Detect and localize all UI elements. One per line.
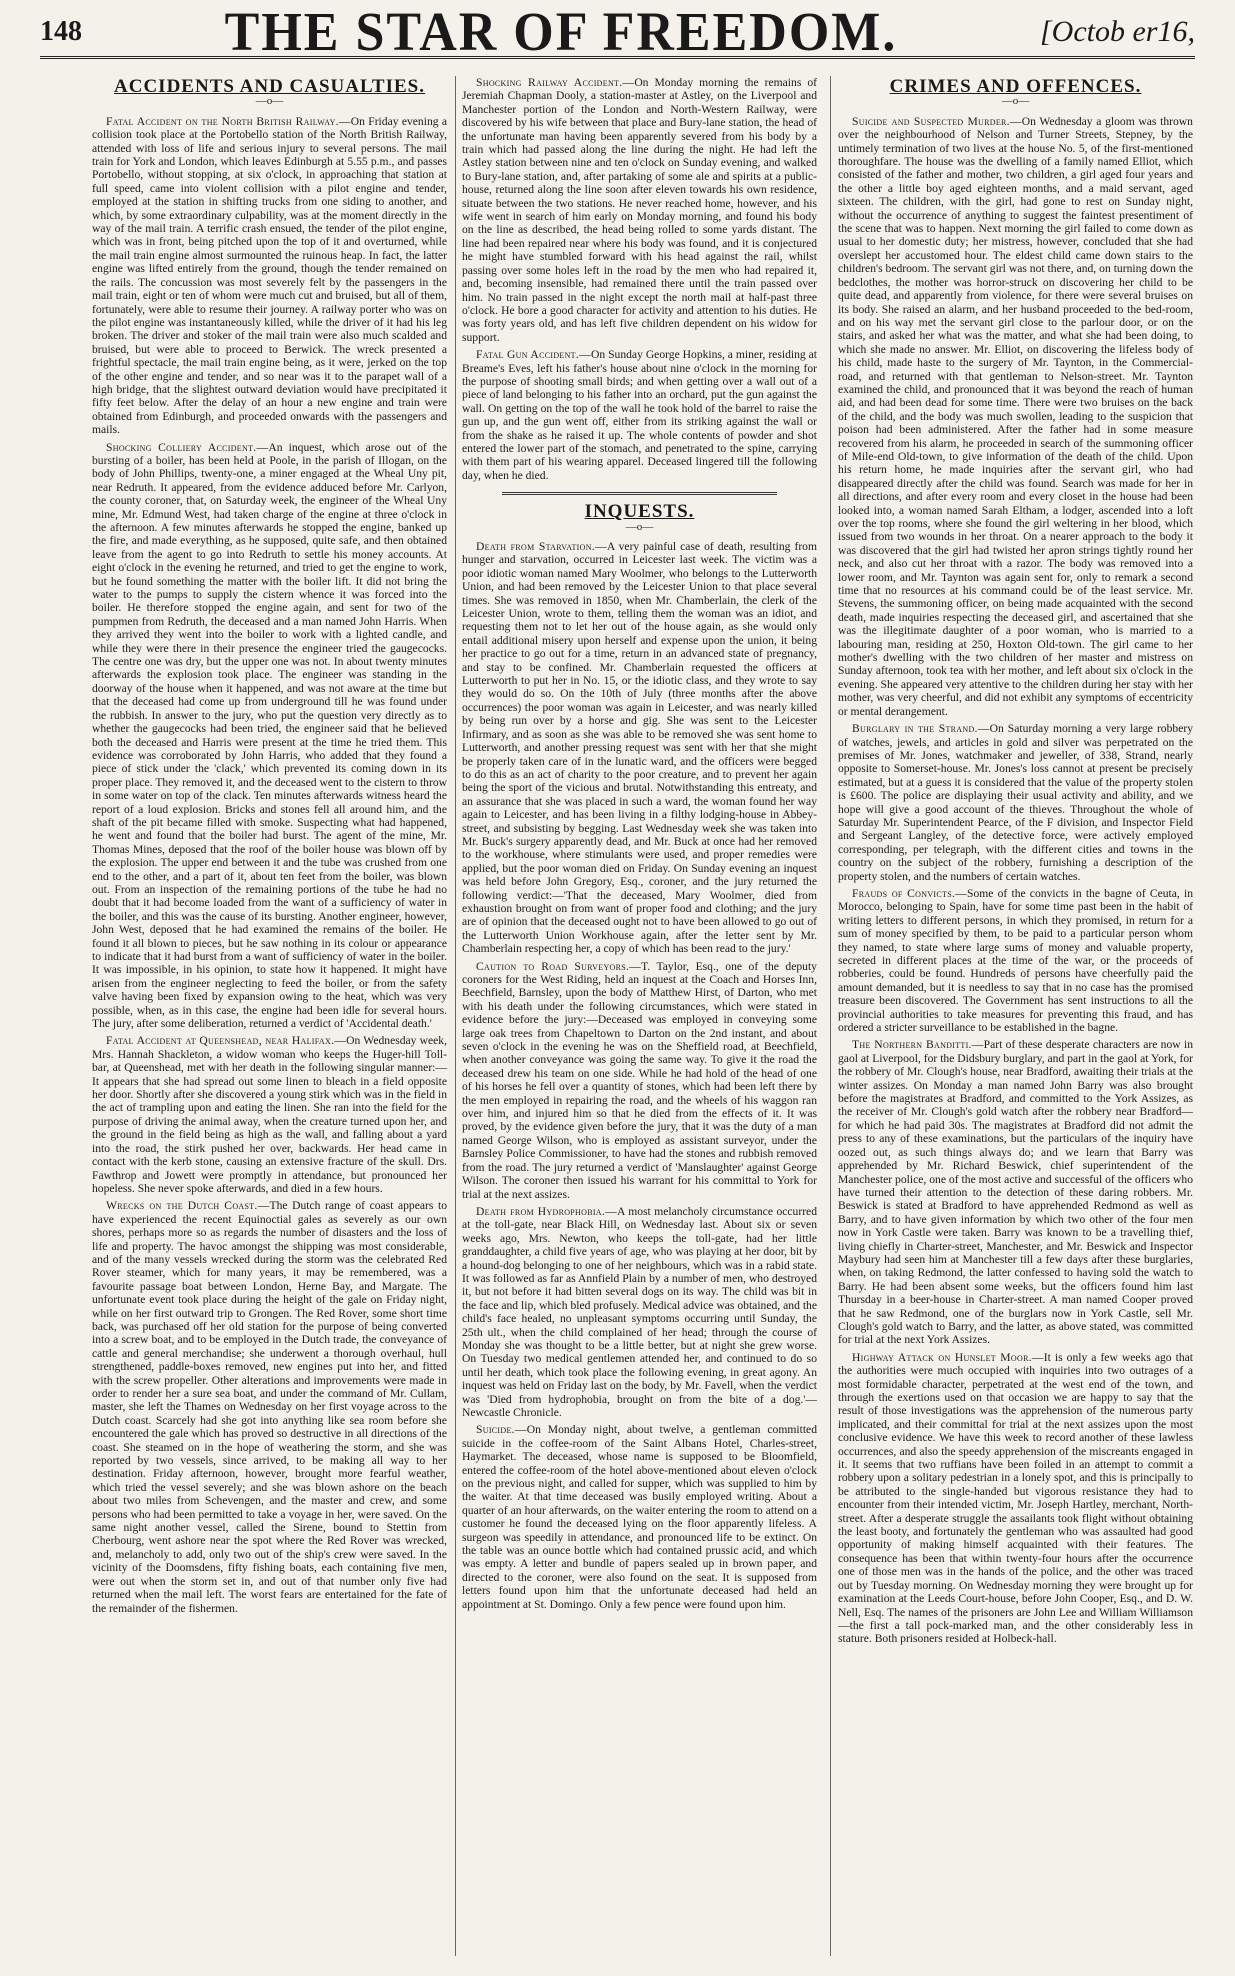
article-body: Some of the convicts in the bagne of Ceuta, in Morocco, belonging to Spain, have for some time past been in the habit of writing letters to different persons, in which they promised, in return for a sum of money specified by them, to be paid to a particular person whom they named, to state where large sums of money and valuable property, secreted in different places at the time of the war, or the proceeds of robberies, could be found. Hundreds of persons have cheerfully paid the amount demanded, but it is needless to say that in no case has the promised treasure been discovered. The Government has sent instructions to all the provincial authorities to take measures for preventing this fraud, and has ordered a stricter surveillance to be established in the bagne.	[838, 886, 1193, 1035]
article-headline: The Northern Banditti.—	[852, 1038, 984, 1052]
article-headline: Fatal Accident at Queenshead, near Halifax.—	[106, 1034, 347, 1048]
column-crimes	[838, 76, 1193, 1956]
article-list	[462, 76, 817, 482]
article-headline: Suicide.—	[476, 1423, 527, 1437]
article-headline: Death from Hydrophobia.—	[476, 1204, 617, 1218]
article-body: T. Taylor, Esq., one of the deputy coroners for the West Riding, held an inquest at the Coach and Horses Inn, Beechfield, Barnsley, upon the body of Matthew Hirst, of Darton, who met with his death under the following circumstances, which were stated in evidence before the jury:—Deceased was employed in conveying some large oak trees from Chapeltown to Darton on the 2nd instant, and about seven o'clock in the evening he was on the Sheffield road, at Beechfield, when another conveyance was going the same way. To give it the road the deceased drew his team on one side. While he had hold of the head of one of his horses he fell over a quantity of stones, which had been left there by the men employed in repairing the road, and the wheels of his waggon ran over him, and injured him so that he died from the effects of it. It was proved, by the evidence given before the jury, that it was the duty of a man named George Wilson, who is employed as assistant surveyor, under the Barnsley Police Commissioner, to have had the stones and rubbish removed from the road. The jury returned a verdict of 'Manslaughter' against George Wilson. The coroner then issued his warrant for his committal to York for trial at the next assizes.	[462, 959, 817, 1201]
column-accidents	[92, 76, 447, 1956]
article-list	[92, 115, 447, 1615]
newspaper-title: THE STAR OF FREEDOM.	[224, 2, 898, 62]
article-body: It is only a few weeks ago that the authorities were much occupied with inquiries into two outrages of a most formidable character, perpetrated at the west end of the town, and through the exertions used on that occasion we are happy to say that the result of those investigations was the apprehension of the numerous party implicated, and their committal for trial at the next assizes upon the most conclusive evidence. We have this week to record another of these lawless occurrences, and also the speedy apprehension of the miscreants engaged in it. It seems that two ruffians have been foiled in an attempt to commit a robbery upon a solitary pedestrian in a lonely spot, and this is principally to be attributed to the single-handed but vigorous resistance they had to encounter from their intended victim, Mr. Joseph Hartley, merchant, North-street. After a desperate struggle the assailants took flight without obtaining the least booty, and fortunately the gentleman who was assaulted had good opportunity of making himself acquainted with their features. The consequence has been that within twenty-four hours after the occurrence one of those men was in the hands of the police, and the other was traced out by Tuesday morning. On Wednesday morning they were brought up for examination at the Leeds Court-house, before John Cooper, Esq., and D. W. Nell, Esq. The names of the prisoners are John Lee and William Williamson—the first a tall pock-marked man, and the other considerably less in stature. Both prisoners resided at Holbeck-hall.	[838, 1350, 1193, 1646]
article-headline: Burglary in the Strand.—	[852, 722, 990, 736]
article	[92, 1034, 447, 1195]
article	[462, 1423, 817, 1611]
article-list	[838, 115, 1193, 1646]
page-number: 148	[40, 16, 82, 47]
section-heading-accidents: ACCIDENTS AND CASUALTIES.	[114, 76, 425, 97]
article-headline: Suicide and Suspected Murder.—	[852, 114, 1022, 128]
column-rule	[455, 76, 456, 1956]
article-list	[462, 540, 817, 1611]
section-divider: —o—	[1001, 95, 1030, 108]
article-headline: Frauds of Convicts.—	[852, 886, 968, 900]
article-body: On Sunday George Hopkins, a miner, residing at Breame's Eves, left his father's house about nine o'clock in the morning for the purpose of shooting small birds; and when getting over a wall out of a piece of land belonging to his father into an orchard, put the gun against the wall. On getting on the top of the wall he took hold of the barrel to raise the gun up, and the gun went off, either from its striking against the wall or from the shake as he raised it up. The whole contents of powder and shot entered the lower part of the stomach, and penetrated to the spine, carrying with them part of his wearing apparel. Deceased lingered till the following day, when he died.	[462, 348, 817, 482]
article-body: A most melancholy circumstance occurred at the toll-gate, near Black Hill, on Wednesday last. About six or seven weeks ago, Mrs. Newton, who keeps the toll-gate, had her little granddaughter, a child five years of age, who was playing at her door, bit by a hound-dog belonging to one of her neighbours, which was in a rabid state. It was followed as far as Annfield Plain by a number of men, who destroyed it, but not before it had bitten several dogs on its way. The child was bit in the face and lip, which bled profusely. Medical advice was obtained, and the child's face healed, no unpleasant symptoms occurring until Sunday, the 25th ult., when the child complained of her head; through the course of Monday she was thought to be a little better, but at night she grew worse. On Tuesday two medical gentlemen attended her, and continued to do so until her death, which took place the following evening, in great agony. An inquest was held on Friday last on the body, by Mr. Favell, when the verdict was 'Died from hydrophobia, brought on from the bite of a dog.'—Newcastle Chronicle.	[462, 1204, 817, 1419]
article-body: On Monday night, about twelve, a gentleman committed suicide in the coffee-room of the Saint Albans Hotel, Charles-street, Haymarket. The deceased, whose name is supposed to be Bloomfield, entered the coffee-room of the hotel above-mentioned about eleven o'clock on the previous night, and called for supper, which was supplied to him by the waiter. At that time deceased was busily employed writing. About a quarter of an hour afterwards, on the waiter entering the room to attend on a customer he found the deceased lying on the floor apparently lifeless. A surgeon was speedily in attendance, and pronounced life to be extinct. On the table was an ounce bottle which had contained prussic acid, and which was empty. A letter and bundle of papers sealed up in brown paper, and directed to the coroner, were also found on the seat. It is supposed from letters found upon him that the unfortunate deceased had held an appointment at St. Domingo. Only a few pence were found upon him.	[462, 1423, 817, 1611]
article-body: Part of these desperate characters are now in gaol at Liverpool, for the Didsbury burglary, and part in the gaol at York, for the robbery of Mr. Clough's house, near Bradford, awaiting their trials at the winter assizes. On Monday a man named John Barry was also brought before the magistrates at Bradford, and committed to the York Assizes, as the receiver of Mr. Clough's gold watch after the robbery near Bradford—for which he had paid 30s. The magistrates at Bradford did not admit the press to any of these examinations, but the particulars of the inquiry have oozed out, as such things always do; and we learn that Barry was apprehended by Mr. Richard Beswick, chief superintendent of the Manchester police, one of the most active and successful of the officers who have turned their attention to the detection of these daring robbers. Mr. Beswick is stated at Bradford to have apprehended Redmond as well as Barry, and to have given information by which two other of the four men now in York Castle were taken. Barry was known to be a travelling thief, living chiefly in Charter-street, Manchester, and Mr. Beswick and Inspector Maybury had seen him at Manchester till a few days after these burglaries, when, on taking Redmond, the latter confessed to having sold the watch to Barry. He had been absent some weeks, but the officers found him last Thursday in a beer-house in Charter-street. A man named Cooper proved that he saw Redmond, one of the burglars now in York Castle, sell Mr. Clough's gold watch to Barry, and the latter, as above stated, was committed for trial at the next York Assizes.	[838, 1038, 1193, 1347]
column-rule	[830, 76, 831, 1956]
article-body: On Saturday morning a very large robbery of watches, jewels, and articles in gold and silver was perpetrated on the premises of Mr. Jones, watchmaker and jeweller, of 338, Strand, nearly opposite to Somerset-house. Mr. Jones's loss cannot at present be precisely estimated, but at a guess it is considered that the value of the property stolen is £600. The police are displaying their usual activity and ability, and we hope will give a good account of the thieves. Throughout the whole of Saturday Mr. Superintendent Pearce, of the F division, and Inspector Field and Sergeant Langley, of the detective force, were actively employed corresponding, per telegraph, with the different cities and towns in the country on the subject of the robbery, furnishing a description of the property stolen, and the numbers of certain watches.	[838, 722, 1193, 883]
article-headline: Shocking Colliery Accident.—	[106, 440, 269, 454]
article	[462, 76, 817, 344]
article-headline: Fatal Gun Accident.—	[476, 348, 591, 362]
article	[462, 348, 817, 482]
section-heading-crimes: CRIMES AND OFFENCES.	[889, 76, 1142, 97]
issue-date: [Octob er16,	[1040, 15, 1195, 48]
article	[462, 960, 817, 1201]
article-body: An inquest, which arose out of the bursting of a boiler, has been held at Poole, in the parish of Illogan, on the body of John Phillips, twenty-one, a miner engaged at the Wheal Uny pit, near Redruth. It appeared, from the evidence adduced before Mr. Carlyon, the county coroner, that, on Saturday week, the engineer of the Wheal Uny mine, Mr. Edmund West, had taken charge of the engine at three o'clock in the afternoon. A few minutes afterwards he stopped the engine, banked up the fire, and made everything, as he supposed, quite safe, and then obtained leave from the agent to go into Redruth to settle his money accounts. At eight o'clock in the evening he returned, and tried to get the engine to work, but he found something the matter with the boiler lift. It did not bring the water to the pumps to supply the cistern whence it was forced into the boiler. He therefore stopped the engine again, and sent for two of the pumpmen from Redruth, the deceased and a man named John Harris. When they arrived they went into the boiler to work with a lighted candle, and while they were there in their presence the engineer tried the gaugecocks. The centre one was dry, but the upper one was not. In about twenty minutes afterwards the explosion took place. The engineer was standing in the doorway of the house when it happened, and was not aware at the time but that the deceased had come up from underground till he was found under the rubbish. In answer to the jury, who put the question very directly as to whether the gaugecocks had been tried, the engineer said that he believed both the deceased and Harris were present at the time he tried them. This evidence was corroborated by John Harris, who added that they found a piece of stick under the 'clack,' which prevented its coming down in its proper place. They removed it, and the deceased went to the cistern to throw in some water on top of the clack. Ten minutes afterwards witness heard the report of a loud explosion. Bricks and stones fell all around him, and the shaft of the pit became filled with smoke. Suspecting what had happened, he went and found that the boiler had burst. The agent of the mine, Mr. Thomas Mines, deposed that the roof of the boiler house was blown off by the explosion. The upper end between it and the tube was crushed from one end to the other, and a part of it, about ten feet from the boiler, was blown out. From an inspection of the remaining portions of the tube he had no doubt that it had become loaded from the want of a sufficiency of water in the boiler, and this was the cause of its bursting. Another engineer, however, John West, deposed that he had examined the remains of the boiler. He found it all blown to pieces, but he saw nothing in its colour or appearance to indicate that it had burst from a want of sufficiency of water in the boiler. It was impossible, in his opinion, to state how it happened. It might have arisen from the engineer neglecting to feed the boiler, or from the safety valve having been fixed by expansion owing to the heat, which was very possible, when, as in this case, the engine had been idle for several hours. The jury, after some deliberation, returned a verdict of 'Accidental death.'	[92, 440, 447, 1031]
article-body: On Monday morning the remains of Jeremiah Chapman Dooly, a station-master at Astley, on the Liverpool and Manchester portion of the London and North-Western Railway, were discovered by his wife between that place and Bury-lane station, the head of the unfortunate man having been apparently severed from his body by a train which had passed along the line during the night. He had left the Astley station between nine and ten o'clock on Sunday evening, and walked to Bury-lane station, and, after partaking of some ale and spirits at a public-house, returned along the line soon after eleven towards his own residence, situate between the two stations. He never reached home, however, and his wife went in search of him early on Monday morning, and found his body on the line as described, the head being rolled to some yards distant. The line had been repaired near where his body was found, and it is conjectured he might have stumbled forward with his head against the rail, whilst passing over some holes left in the road by the men who had repaired it, and, becoming insensible, had remained there until the train passed over him. No train passed in the night except the north mail at half-past three o'clock. He bore a good character for activity and attention to his duties. He was forty years old, and has left five children dependent on his widow for support.	[462, 76, 817, 344]
article	[92, 441, 447, 1031]
article	[92, 1199, 447, 1615]
article-body: On Friday evening a collision took place at the Portobello station of the North British Railway, attended with loss of life and serious injury to several persons. The mail train for York and London, which leaves Edinburgh at 5.55 p.m., and passes Portobello, without stopping, at six o'clock, in approaching that station at full speed, came into violent collision with a pilot engine and tender, employed at the station in shifting trucks from one siding to another, and which, by some extraordinary culpability, was at the moment directly in the way of the mail train. A terrific crash ensued, the tender of the pilot engine, which was in front, being pitched upon the top of it and overturned, while the mail train engine almost surmounted the ruinous heap. In fact, the latter engine was lifted entirely from the ground, though the tender remained on the rails. The concussion was most severely felt by the passengers in the mail train, eight or ten of whom were much cut and bruised, but all of them, fortunately, were able to resume their journey. A railway porter who was on the pilot engine was instantaneously killed, while the driver of it had his leg broken. The driver and stoker of the mail train were also much scalded and bruised, but were able to proceed to Berwick. The wreck presented a frightful spectacle, the mail train engine being, as it were, jerked on the top of the other engine and tender, and so near was it to the parapet wall of a high bridge, that the slightest outward deviation would have precipitated it fifty feet below. After the delay of an hour a new engine and train were obtained from Edinburgh, and proceeded onwards with the passengers and mails.	[92, 114, 447, 437]
article-headline: Fatal Accident on the North British Railway.—	[106, 114, 351, 128]
article-headline: Highway Attack on Hunslet Moor.—	[852, 1350, 1044, 1364]
article	[838, 1038, 1193, 1346]
article	[462, 540, 817, 956]
article-body: The Dutch range of coast appears to have experienced the recent Equinoctial gales as severely as our own shores, perhaps more so as regards the number of disasters and the loss of life and property. The havoc amongst the shipping was most considerable, and of the many vessels wrecked during the storm was the celebrated Red Rover steamer, which for many years, it may be remembered, was a favourite passage boat between London, Herne Bay, and Margate. The unfortunate event took place during the height of the gale on Friday night, while on her first outward trip to Grongen. The Red Rover, some short time back, was purchased off her old station for the purpose of being converted into a screw boat, and to be employed in the Dutch trade, the conveyance of cattle and general merchandise; she underwent a thorough overhaul, hull strengthened, paddle-boxes removed, new engines put into her, and fitted with the screw propeller. Other alterations and improvements were made in order to render her a sure sea boat, and under the command of Mr. Cullam, master, she left the Thames on Wednesday on her first voyage across to the Dutch coast. Scarcely had she got into anything like sea room before she encountered the gale which has proved so destructive in all directions of the coast. She steamed on in the hope of weathering the storm, and she was reported by two vessels, since arrived, to be making all way to her destination. Friday afternoon, however, brought more fearful weather, which tried the vessel severely; and she was blown ashore on the beach about two miles from Schevengen, and the master and crew, and some persons who had been permitted to take a voyage in her, were saved. On the same night another vessel, called the Sirene, bound to Stettin from Cherbourg, went ashore near the spot where the Red Rover was wrecked, and, melancholy to add, only two out of the ship's crew were saved. In the vicinity of the Doomsdens, fifty fishing boats, each containing five men, were out when the storm set in, and out of that number only five had returned when the mail left. The worst fears are entertained for the fate of the remainder of the fishermen.	[92, 1199, 447, 1615]
article-headline: Shocking Railway Accident.—	[476, 76, 635, 89]
article	[838, 1351, 1193, 1646]
article-headline: Wrecks on the Dutch Coast.—	[106, 1199, 270, 1213]
article-body: On Wednesday week, Mrs. Hannah Shackleton, a widow woman who keeps the Huger-hill Toll-bar, at Queenshead, met with her death in the following singular manner:—It appears that she had spread out some linen to bleach in a field opposite her door. Shortly after she discovered a young stirk which was in the field in the act of trampling upon and eating the linen. She ran into the field for the purpose of driving the animal away, when the creature turned upon her, and the ground in the field being as high as the wall, and falling about a yard into the road, the stirk pushed her over, backwards. Her head came in contact with the kerb stone, causing an extensive fracture of the skull. Drs. Fawthrop and Jowett were promptly in attendance, but pronounced her hopeless. She never spoke afterwards, and died in a few hours.	[92, 1034, 447, 1195]
article	[92, 115, 447, 437]
article	[838, 115, 1193, 718]
section-divider: —o—	[625, 520, 654, 533]
article-body: On Wednesday a gloom was thrown over the neighbourhood of Nelson and Turner Streets, Stepney, by the untimely termination of two lives at the house No. 5, of the first-mentioned thoroughfare. The house was the dwelling of a family named Elliot, which consisted of the father and mother, two children, a girl aged four years and the other a little boy aged eighteen months, and a maid servant, aged sixteen. The children, with the girl, had gone to rest on Sunday night, without the occurrence of anything to suggest the faintest presentiment of the scene that was to happen. Next morning the girl failed to come down as usual to her domestic duty; her mistress, however, concluded that she had overslept her accustomed hour. The eldest child came down stairs to the children's bedroom. The servant girl was not there, and, on turning down the bedclothes, the mother was horror-struck on discovering her child to be quite dead, and apparently from violence, for there were several bruises on its body. She raised an alarm, and her husband proceeded to the bed-room, and on his way met the servant girl close to the parlour door, or on the stairs, and asked her what was the matter, and what she had been doing, to which she made no answer. Mr. Elliot, on discovering the lifeless body of his child, made haste to the surgery of Mr. Taynton, in the Commercial-road, and returned with that gentleman to Nelson-street. Mr. Taynton examined the child, and pronounced that it was beyond the reach of human aid, and had been dead for some time. There were two bruises on the back of the child, and the body was much swollen, leading to the suspicion that poison had been administered. After the father had in some measure recovered from his alarm, he proceeded in search of the summoning officer of Mile-end Old-town, to give information of the death of the child. Upon his return home, he made inquiries after the servant girl, who had disappeared directly after the child was found. Search was made for her in all directions, and after every room and every closet in the house had been looked into, a woman named Sarah Eltham, a lodger, ascended into a loft over the top rooms, where she found the girl weltering in her blood, which issued from two wounds in her throat. On a nearer approach to the body it was discovered that the girl had twisted her apron strings tightly round her neck, and also cut her throat with a razor. The body was removed into a lower room, and Mr. Taynton was again sent for, only to remark a second time that no resources at his command could be of the least service. Mr. Stevens, the summoning officer, on being made acquainted with the second death, made inquiries respecting the deceased girl, and ascertained that she was the illegitimate daughter of a poor woman, who is married to a labouring man, residing at 250, Hoxton Old-town. The girl came to her mother's dwelling with the two children of her master and mistress on Sunday afternoon, took tea with her mother, and left about six o'clock in the evening. She appeared very attentive to the children during her stay with her mother, was very cheerful, and did not exhibit any symptoms of eccentricity or mental derangement.	[838, 114, 1193, 718]
section-divider: —o—	[255, 95, 284, 108]
column-middle	[462, 76, 817, 1956]
article	[838, 722, 1193, 883]
section-heading-inquests: INQUESTS.	[584, 501, 695, 523]
article-body: A very painful case of death, resulting from hunger and starvation, occurred in Leicester last week. The victim was a poor idiotic woman named Mary Woolmer, who belongs to the Lutterworth Union, and had been removed by the Leicester Union to that place several times. She was removed in 1850, when Mr. Chamberlain, the clerk of the Leicester Union, wrote to them, telling them the woman was an idiot, and requesting them not to let her out of the house again, as she would only entail additional misery upon herself and expense upon the union, it being her practice to go out for a time, return in an advanced state of pregnancy, and stay to be confined. Mr. Chamberlain requested the officers at Lutterworth to put her in No. 15, or the idiotic class, and they wrote to say they would do so. On the 10th of July (three months after the above occurrences) the poor woman was again in Leicester, and was nearly killed by being run over by a horse and gig. She was sent to the Leicester Infirmary, and as soon as she was able to be removed she was sent home to Lutterworth, and another pressing request was sent with her that she might be properly taken care of in the lunatic ward, and the officers were begged to do this as an act of charity to the poor creature, and to prevent her again being the sport of the vicious and brutal. Notwithstanding this entreaty, and an assurance that she was placed in such a ward, the woman found her way again to Leicester, and has been living in a filthy lodging-house in Abbey-street, and subsisting by begging. Last Wednesday week she was taken into Mr. Buck's surgery apparently dead, and Mr. Buck at once had her removed to the workhouse, where stimulants were used, and proper remedies were applied, but the poor woman died on Friday. On Sunday evening an inquest was held before John Gregory, Esq., coroner, and the jury returned the following verdict:—'That the deceased, Mary Woolmer, died from exhaustion brought on from want of proper food and clothing; and the jury are of opinion that the deceased ought not to have been allowed to go out of the Lutterworth Union Workhouse again, after the letter sent by Mr. Chamberlain respecting her, a copy of which has been read to the jury.'	[462, 540, 817, 956]
article	[838, 887, 1193, 1034]
masthead	[40, 2, 1195, 62]
section-rule	[502, 492, 777, 495]
article	[462, 1205, 817, 1420]
article-headline: Death from Starvation.—	[476, 540, 607, 553]
article-headline: Caution to Road Surveyors.—	[476, 959, 642, 973]
